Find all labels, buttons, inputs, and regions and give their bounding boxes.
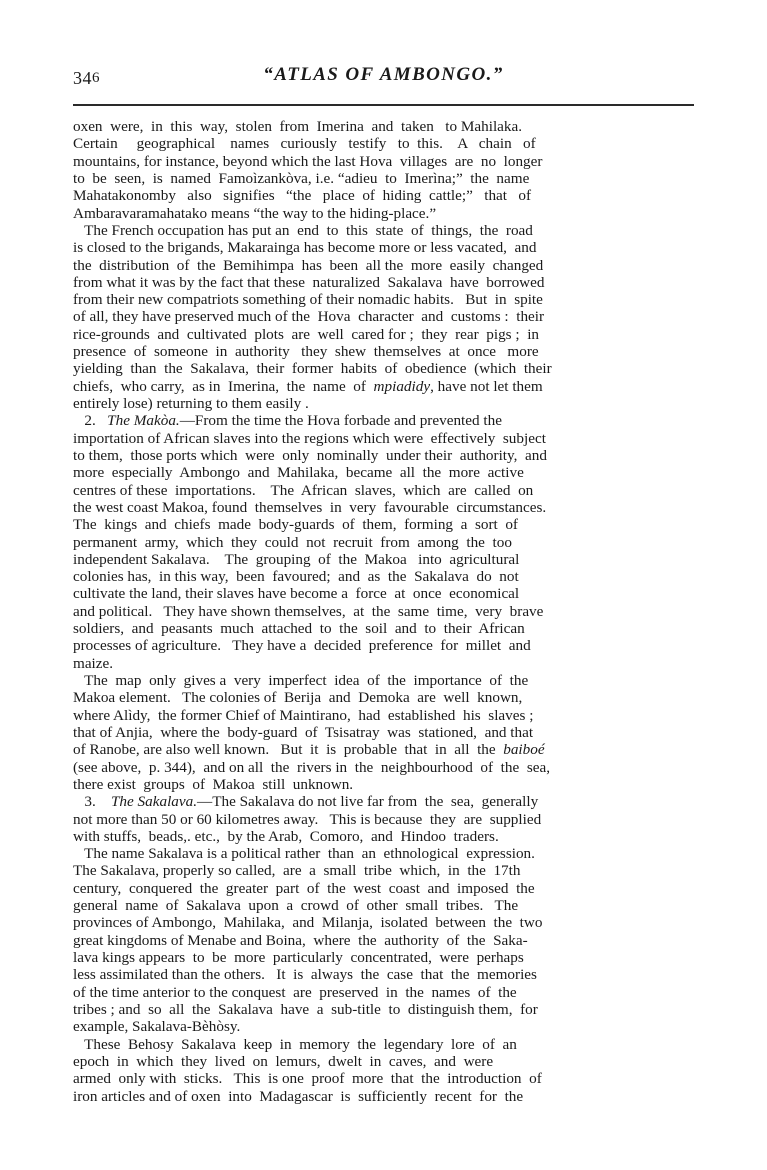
text-line: Certain geographical names curiously testify to this. A chain of — [73, 135, 536, 153]
section-2-lead: —From the time the Hova forbade and prevented the — [179, 412, 502, 430]
text-line: Mahatakonomby also signifies “the place of hiding cattle;” that of — [73, 187, 532, 205]
text-line: provinces of Ambongo, Mahilaka, and Milanja, isolated between the two — [73, 914, 543, 932]
section-number-prefix: 2. — [73, 412, 108, 430]
text-line: more especially Ambongo and Mahilaka, became all the more active — [73, 464, 524, 482]
text-line: oxen were, in this way, stolen from Imerina and taken to Mahilaka. — [73, 118, 523, 135]
text-line-with-italic — [73, 741, 694, 758]
text-line: is closed to the brigands, Makarainga has become more or less vacated, and — [73, 239, 537, 257]
text-line: mountains, for instance, beyond which the last Hova villages are no longer — [73, 152, 543, 170]
text-line: from what it was by the fact that these naturalized Sakalava have borrowed — [73, 273, 545, 291]
page-title: “ATLAS OF AMBONGO.” — [263, 64, 504, 85]
body-text — [73, 118, 694, 1105]
section-heading-2 — [73, 412, 694, 429]
text-line: from their new compatriots something of their nomadic habits. But in spite — [73, 291, 543, 309]
text-line: importation of African slaves into the regions which were effectively subject — [73, 429, 546, 447]
line-text-head: of Ranobe, are also well known. But it is probable that in all the — [73, 741, 504, 759]
text-line: (see above, p. 344), and on all the rivers in the neighbourhood of the sea, — [73, 758, 551, 776]
text-line: of all, they have preserved much of the Hova character and customs : their — [73, 308, 545, 326]
text-line: The map only gives a very imperfect idea of the importance of the — [73, 672, 529, 689]
text-line: to them, those ports which were only nominally under their authority, and — [73, 446, 547, 464]
section-2-title: The Makòa. — [107, 412, 180, 430]
text-line: Ambaravaramahatako means “the way to the hiding-place.” — [73, 204, 437, 222]
text-line: The name Sakalava is a political rather than an ethnological expression. — [73, 845, 535, 863]
text-line: centres of these importations. The African slaves, which are called on — [73, 481, 534, 499]
section-3-title: The Sakalava. — [110, 793, 198, 811]
text-line: Makoa element. The colonies of Berija and Demoka are well known, — [73, 689, 523, 707]
text-line-with-italic — [73, 378, 694, 395]
text-line: not more than 50 or 60 kilometres away. This is because they are supplied — [73, 810, 542, 828]
text-line: less assimilated than the others. It is always the case that the memories — [73, 966, 537, 984]
text-line: there exist groups of Makoa still unknown. — [73, 775, 354, 793]
text-line: epoch in which they lived on lemurs, dwelt in caves, and were — [73, 1052, 494, 1070]
page-number: 346 — [73, 68, 100, 88]
text-line: to be seen, is named Famoìzankòva, i.e. “adieu to Imerìna;” the name — [73, 169, 530, 187]
line-text-head: chiefs, who carry, as in Imerina, the name of — [73, 377, 374, 395]
text-line: with stuffs, beads,. etc., by the Arab, Comoro, and Hindoo traders. — [73, 827, 499, 845]
text-line: where Alìdy, the former Chief of Maintirano, had established his slaves ; — [73, 706, 534, 724]
text-line: colonies has, in this way, been favoured; and as the Sakalava do not — [73, 568, 519, 586]
italic-term-mpiadidy: mpiadidy — [373, 377, 431, 395]
text-line: century, conquered the greater part of the west coast and imposed the — [73, 879, 535, 897]
text-line: independent Sakalava. The grouping of the Makoa into agricultural — [73, 550, 520, 568]
text-line: tribes ; and so all the Sakalava have a sub-title to distinguish them, for — [73, 1000, 538, 1018]
text-line: processes of agriculture. They have a decided preference for millet and — [73, 637, 531, 655]
text-line: yielding than the Sakalava, their former habits of obedience (which their — [73, 360, 552, 378]
text-line: entirely lose) returning to them easily . — [73, 395, 309, 412]
text-line: These Behosy Sakalava keep in memory the legendary lore of an — [73, 1035, 517, 1053]
text-line: and political. They have shown themselves, at the same time, very brave — [73, 602, 544, 620]
text-line: that of Anjia, where the body-guard of Tsisatray was stationed, and that — [73, 723, 534, 741]
section-heading-3 — [73, 793, 694, 810]
running-head — [73, 64, 694, 94]
text-line: The French occupation has put an end to this state of things, the road — [73, 221, 533, 239]
line-text-tail: , have not let them — [430, 377, 543, 395]
text-line: presence of someone in authority they shew themselves at once more — [73, 343, 539, 361]
text-line: example, Sakalava-Bèhòsy. — [73, 1018, 241, 1036]
text-line: iron articles and of oxen into Madagascar is sufficiently recent for the — [73, 1087, 524, 1105]
text-line: cultivate the land, their slaves have become a force at once economical — [73, 585, 520, 603]
text-line: general name of Sakalava upon a crowd of other small tribes. The — [73, 897, 519, 915]
text-line: The Sakalava, properly so called, are a small tribe which, in the 17th — [73, 862, 521, 880]
header-rule — [73, 104, 694, 106]
text-line: soldiers, and peasants much attached to the soil and to their African — [73, 620, 525, 638]
text-line: The kings and chiefs made body-guards of them, forming a sort of — [73, 516, 518, 534]
text-line: the distribution of the Bemihimpa has been all the more easily changed — [73, 256, 544, 274]
text-line: lava kings appears to be more particularly concentrated, were perhaps — [73, 949, 524, 966]
text-line: of the time anterior to the conquest are preserved in the names of the — [73, 983, 517, 1001]
text-line: permanent army, which they could not recruit from among the too — [73, 533, 512, 551]
text-line: maize. — [73, 654, 114, 672]
text-line: armed only with sticks. This is one proof more that the introduction of — [73, 1070, 542, 1088]
italic-term-baiboe: baiboé — [503, 741, 545, 759]
text-line: rice-grounds and cultivated plots are well cared for ; they rear pigs ; in — [73, 325, 540, 343]
section-number-prefix: 3. — [73, 793, 111, 811]
text-line: the west coast Makoa, found themselves in very favourable circumstances. — [73, 498, 547, 516]
section-3-lead: —The Sakalava do not live far from the sea, generally — [197, 793, 539, 811]
text-line: great kingdoms of Menabe and Boina, where the authority of the Saka- — [73, 931, 528, 949]
